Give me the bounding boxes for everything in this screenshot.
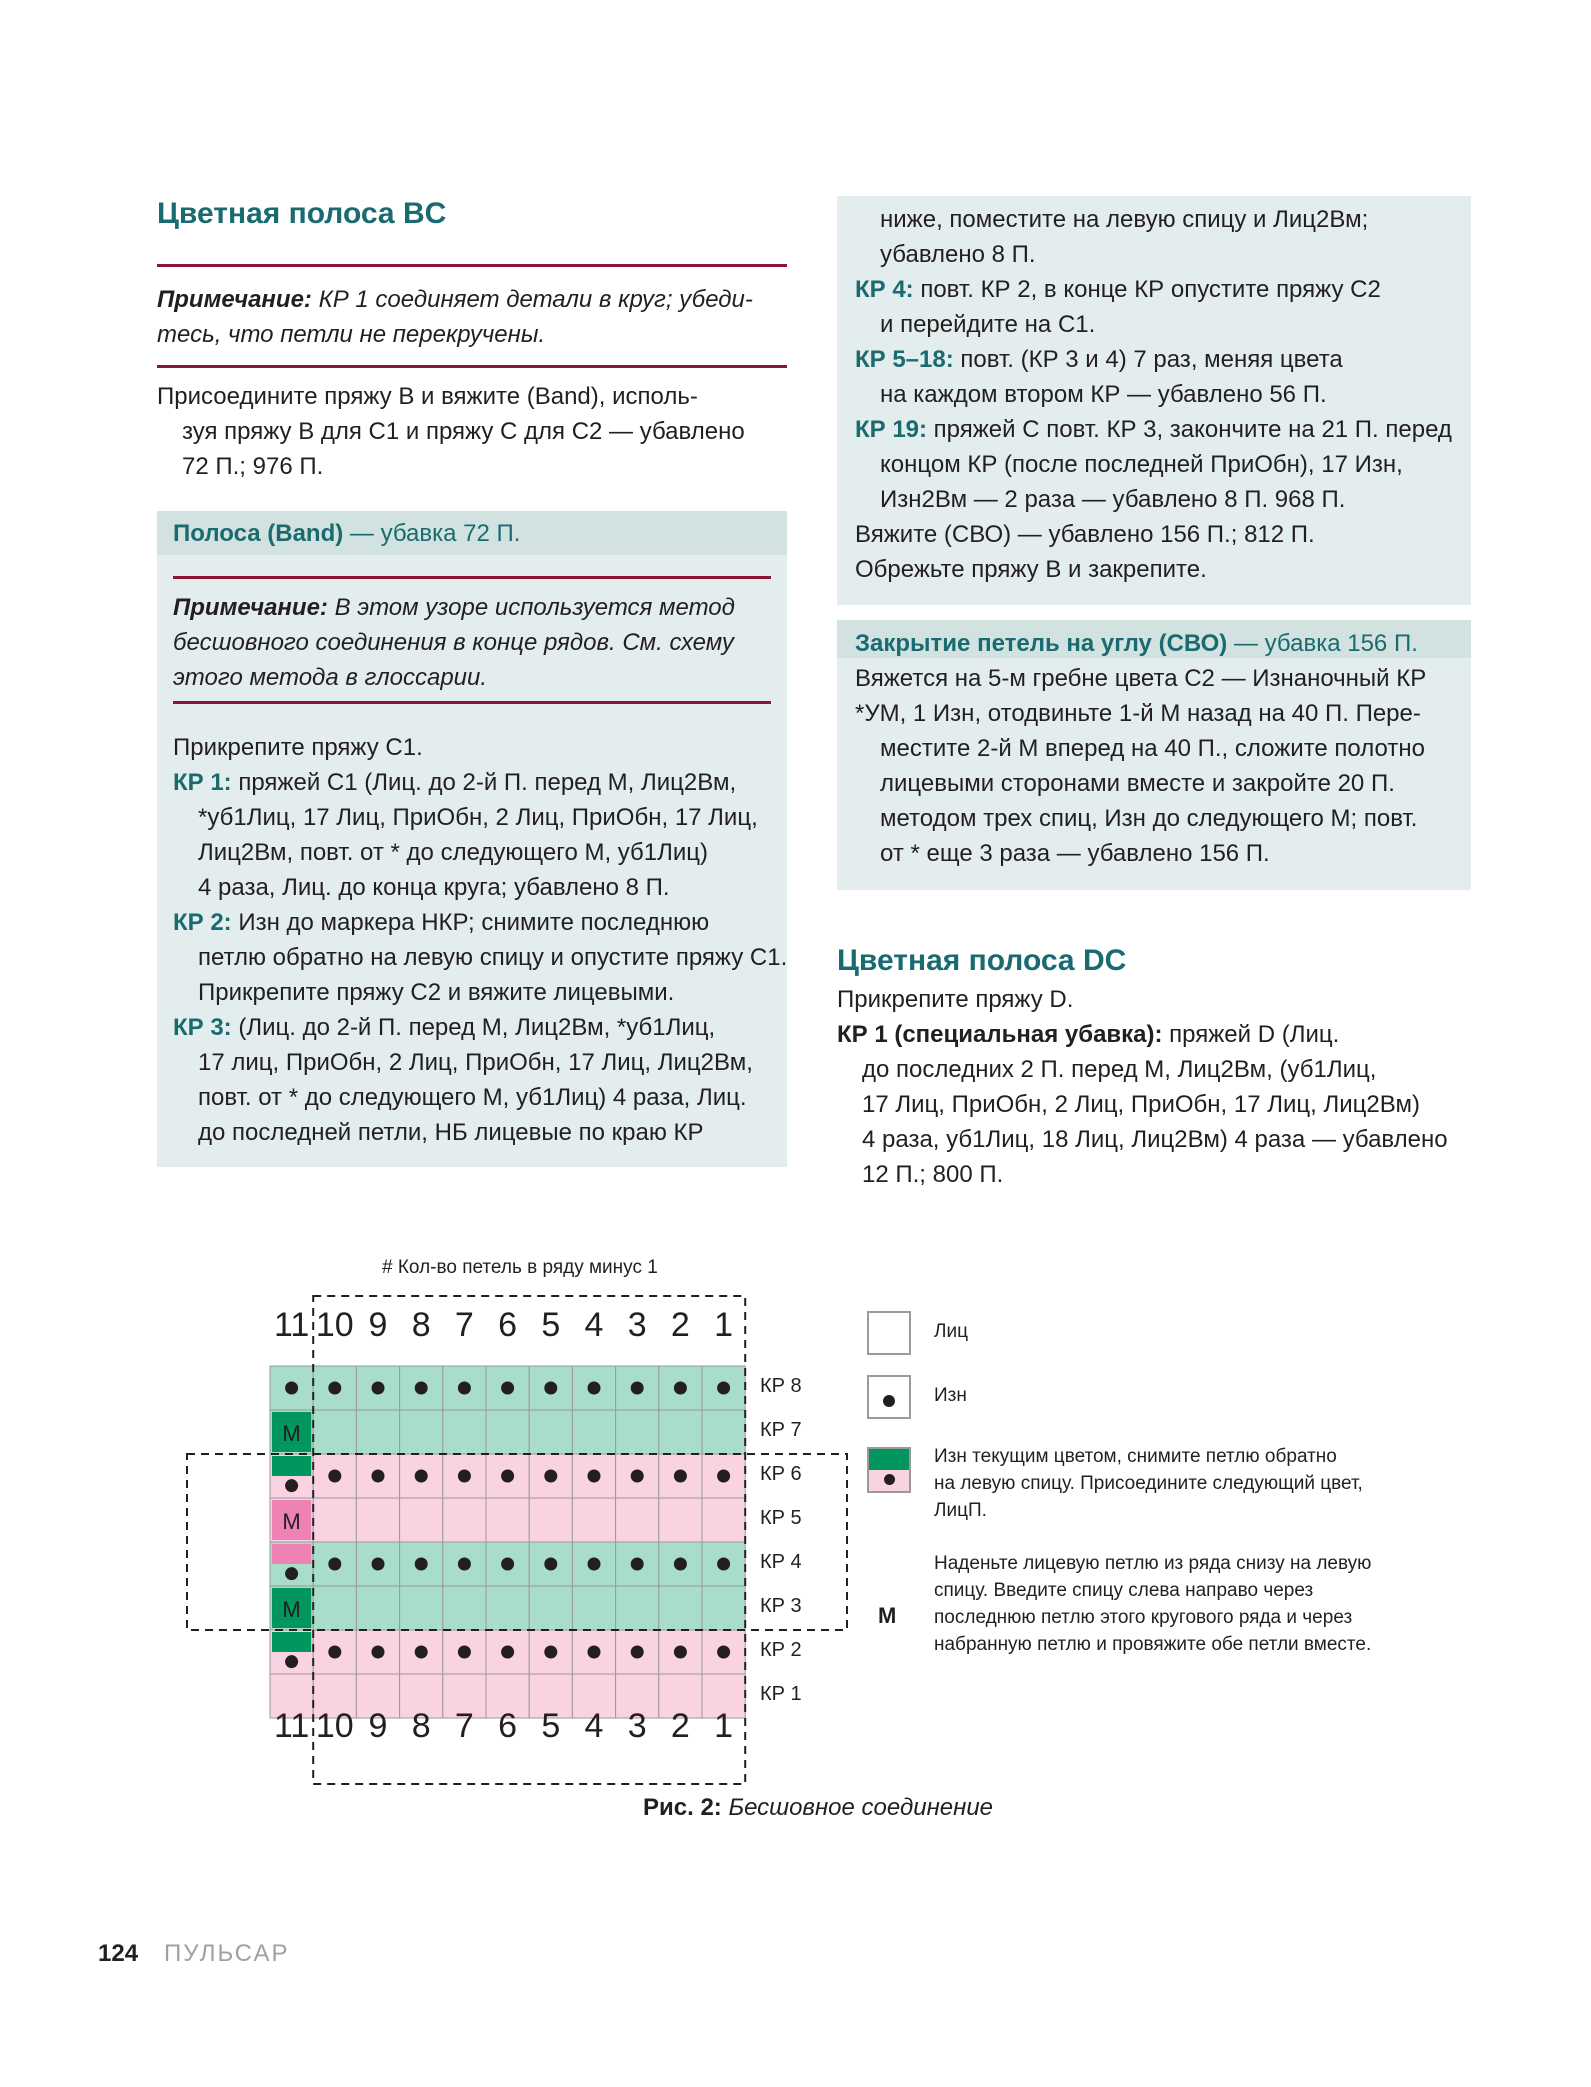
- chart-cell: [400, 1410, 443, 1454]
- purl-dot: [501, 1470, 514, 1483]
- marker-letter: M: [282, 1597, 301, 1622]
- chart-cell: [572, 1498, 615, 1542]
- chart-top-note: # Кол-во петель в ряду минус 1: [382, 1257, 658, 1278]
- note-2: Примечание: В этом узоре используется метод бесшовного соединения в конце рядов. См. схему этого метода в глоссарии.: [173, 594, 735, 691]
- purl-dot: [544, 1646, 557, 1659]
- legend-m-symbol: M: [878, 1603, 897, 1628]
- chart-cell: [702, 1498, 745, 1542]
- purl-dot: [501, 1558, 514, 1571]
- bottom-col-number: 1: [714, 1707, 734, 1745]
- purl-dot: [328, 1558, 341, 1571]
- purl-dot: [588, 1382, 601, 1395]
- section-title-bc: Цветная полоса BC: [157, 197, 447, 230]
- chart-cell: [313, 1498, 356, 1542]
- purl-dot: [285, 1479, 298, 1492]
- legend-m-text: Наденьте лицевую петлю из ряда снизу на левую спицу. Введите спицу слева направо через последнюю петлю этого кругового ряда и через набранную петлю и провяжите обе петли вместе.: [934, 1553, 1372, 1655]
- note-1: Примечание: КР 1 соединяет детали в круг; убеди- тесь, что петли не перекручены.: [157, 286, 753, 348]
- purl-dot: [458, 1382, 471, 1395]
- top-col-number: 7: [454, 1306, 474, 1344]
- purl-dot: [415, 1470, 428, 1483]
- purl-dot: [372, 1558, 385, 1571]
- purl-dot: [415, 1558, 428, 1571]
- purl-dot: [544, 1558, 557, 1571]
- marker-letter: M: [282, 1509, 301, 1534]
- top-col-number: 9: [368, 1306, 388, 1344]
- row-label: КР 1: [760, 1683, 802, 1705]
- purl-dot: [674, 1646, 687, 1659]
- row-label: КР 3: [760, 1595, 802, 1617]
- chart-cell: [486, 1498, 529, 1542]
- purl-dot-icon: [884, 1474, 895, 1485]
- legend-slip-text: Изн текущим цветом, снимите петлю обратно на левую спицу. Присоедините следующий цвет, ЛицП.: [934, 1446, 1363, 1521]
- legend-purl-label: Изн: [934, 1385, 967, 1406]
- top-col-number: 2: [670, 1306, 690, 1344]
- purl-dot: [717, 1470, 730, 1483]
- bottom-col-number: 3: [627, 1707, 647, 1745]
- legend-knit-symbol: [867, 1311, 911, 1355]
- bottom-col-number: 5: [541, 1707, 561, 1745]
- chart-cell: [616, 1498, 659, 1542]
- top-col-number: 3: [627, 1306, 647, 1344]
- bottom-col-number: 6: [498, 1707, 518, 1745]
- top-col-number: 5: [541, 1306, 561, 1344]
- band-instructions-continued: ниже, поместите на левую спицу и Лиц2Вм; убавлено 8 П. КР 4: повт. КР 2, в конце КР опустите пряжу С2 и перейдите на С1. КР 5–18: повт. (КР 3 и 4) 7 раз, меняя цвета на каждом втором КР — убавлено 56 П. КР 19: пряжей С повт. КР 3, закончите на 21 П. перед концом КР (после последней ПриОбн), 17 Изн, Изн2Вм — 2 раза — убавлено 8 П. 968 П. Вяжите (СВО) — убавлено 156 П.; 812 П. Обрежьте пряжу В и закрепите.: [855, 206, 1452, 583]
- chart-cell: [443, 1498, 486, 1542]
- chart-cell: [356, 1586, 399, 1630]
- chart-cell: [486, 1586, 529, 1630]
- purl-dot: [631, 1646, 644, 1659]
- purl-dot: [674, 1382, 687, 1395]
- bottom-col-number: 7: [454, 1707, 474, 1745]
- chart-cell: [313, 1410, 356, 1454]
- bottom-col-number: 2: [670, 1707, 690, 1745]
- chart-cell: [356, 1410, 399, 1454]
- purl-dot: [328, 1470, 341, 1483]
- purl-dot: [544, 1382, 557, 1395]
- purl-dot-icon: [883, 1395, 895, 1407]
- purl-dot: [588, 1558, 601, 1571]
- purl-dot: [372, 1382, 385, 1395]
- purl-dot: [458, 1558, 471, 1571]
- purl-dot: [328, 1646, 341, 1659]
- purl-dot: [544, 1470, 557, 1483]
- figure-caption: Рис. 2: Бесшовное соединение: [643, 1794, 994, 1821]
- purl-dot: [717, 1382, 730, 1395]
- bottom-col-number: 9: [368, 1707, 388, 1745]
- purl-dot: [458, 1470, 471, 1483]
- chart-cell: [313, 1586, 356, 1630]
- purl-dot: [285, 1382, 298, 1395]
- purl-dot: [717, 1646, 730, 1659]
- row-label: КР 2: [760, 1639, 802, 1661]
- chart-cell: [400, 1586, 443, 1630]
- row-label: КР 5: [760, 1507, 802, 1529]
- row-label: КР 7: [760, 1419, 802, 1441]
- cbo-heading: Закрытие петель на углу (СВО) — убавка 156 П.: [855, 630, 1418, 657]
- bottom-col-number: 10: [315, 1707, 354, 1745]
- dc-instructions: Прикрепите пряжу D. КР 1 (специальная убавка): пряжей D (Лиц. до последних 2 П. перед М, Лиц2Вм, (уб1Лиц, 17 Лиц, ПриОбн, 2 Лиц, ПриОбн, 17 Лиц, Лиц2Вм) 4 раза, уб1Лиц, 18 Лиц, Лиц2Вм) 4 раза — убавлено 12 П.; 800 П.: [837, 986, 1448, 1188]
- row-label: КР 6: [760, 1463, 802, 1485]
- chart-cell: [616, 1586, 659, 1630]
- chart-cell: [529, 1410, 572, 1454]
- slip-cell-top: [272, 1456, 311, 1476]
- purl-dot: [674, 1470, 687, 1483]
- purl-dot: [717, 1558, 730, 1571]
- chart-cell: [702, 1586, 745, 1630]
- legend-purl-symbol: [867, 1375, 911, 1419]
- top-col-number: 8: [411, 1306, 431, 1344]
- chart-cell: [659, 1498, 702, 1542]
- page-number: 124: [98, 1940, 139, 1967]
- purl-dot: [631, 1558, 644, 1571]
- cbo-instructions: Вяжется на 5-м гребне цвета С2 — Изнаночный КР *УМ, 1 Изн, отодвиньте 1-й М назад на 40 П. Пере- местите 2-й М вперед на 40 П., сложите полотно лицевыми сторонами вместе и закройте 20 П. методом трех спиц, Изн до следующего М; повт. от * еще 3 раза — убавлено 156 П.: [855, 665, 1427, 867]
- bottom-col-number: 8: [411, 1707, 431, 1745]
- purl-dot: [372, 1470, 385, 1483]
- top-col-number: 11: [273, 1306, 310, 1344]
- legend-slip-symbol: [867, 1447, 911, 1493]
- top-col-number: 4: [584, 1306, 604, 1344]
- magazine-name: ПУЛЬСАР: [164, 1940, 290, 1967]
- chart-cell: [356, 1498, 399, 1542]
- chart-cell: [616, 1410, 659, 1454]
- chart-cell: [659, 1586, 702, 1630]
- bottom-col-number: 4: [584, 1707, 604, 1745]
- bottom-col-number: 11: [273, 1707, 310, 1745]
- purl-dot: [285, 1567, 298, 1580]
- chart-cell: [572, 1586, 615, 1630]
- chart-cell: [443, 1586, 486, 1630]
- purl-dot: [372, 1646, 385, 1659]
- chart-cell: [443, 1410, 486, 1454]
- chart-cell: [529, 1498, 572, 1542]
- purl-dot: [631, 1470, 644, 1483]
- chart-cell: [572, 1410, 615, 1454]
- top-col-number: 6: [498, 1306, 518, 1344]
- top-col-number: 1: [714, 1306, 734, 1344]
- row-label: КР 4: [760, 1551, 802, 1573]
- intro-paragraph: Присоедините пряжу В и вяжите (Band), исполь- зуя пряжу В для С1 и пряжу С для С2 — убавлено 72 П.; 976 П.: [157, 383, 745, 480]
- chart-cell: [659, 1410, 702, 1454]
- band-instructions: Прикрепите пряжу С1. КР 1: пряжей С1 (Лиц. до 2-й П. перед М, Лиц2Вм, *уб1Лиц, 17 Лиц, ПриОбн, 2 Лиц, ПриОбн, 17 Лиц, Лиц2Вм, повт. от * до следующего М, уб1Лиц) 4 раза, Лиц. до конца круга; убавлено 8 П. КР 2: Изн до маркера НКР; снимите последнюю петлю обратно на левую спицу и опустите пряжу С1. Прикрепите пряжу С2 и вяжите лицевыми. КР 3: (Лиц. до 2-й П. перед М, Лиц2Вм, *уб1Лиц, 17 лиц, ПриОбн, 2 Лиц, ПриОбн, 17 Лиц, Лиц2Вм, повт. от * до следующего М, уб1Лиц) 4 раза, Лиц. до последней петли, НБ лицевые по краю КР: [173, 734, 788, 1146]
- band-heading: Полоса (Band) — убавка 72 П.: [173, 520, 521, 547]
- row-label: КР 8: [760, 1375, 802, 1397]
- purl-dot: [458, 1646, 471, 1659]
- chart-cell: [400, 1498, 443, 1542]
- purl-dot: [415, 1382, 428, 1395]
- marker-letter: M: [282, 1421, 301, 1446]
- purl-dot: [285, 1655, 298, 1668]
- purl-dot: [415, 1646, 428, 1659]
- purl-dot: [501, 1382, 514, 1395]
- purl-dot: [588, 1470, 601, 1483]
- purl-dot: [501, 1646, 514, 1659]
- chart-cell: [529, 1586, 572, 1630]
- chart-cell: [486, 1410, 529, 1454]
- chart-cell: [702, 1410, 745, 1454]
- slip-cell-top: [272, 1544, 311, 1564]
- slip-cell-top: [272, 1632, 311, 1652]
- purl-dot: [631, 1382, 644, 1395]
- green-swatch: [869, 1449, 909, 1470]
- purl-dot: [588, 1646, 601, 1659]
- legend-knit-label: Лиц: [934, 1321, 968, 1342]
- section-title-dc: Цветная полоса DC: [837, 944, 1127, 977]
- purl-dot: [328, 1382, 341, 1395]
- purl-dot: [674, 1558, 687, 1571]
- top-col-number: 10: [315, 1306, 354, 1344]
